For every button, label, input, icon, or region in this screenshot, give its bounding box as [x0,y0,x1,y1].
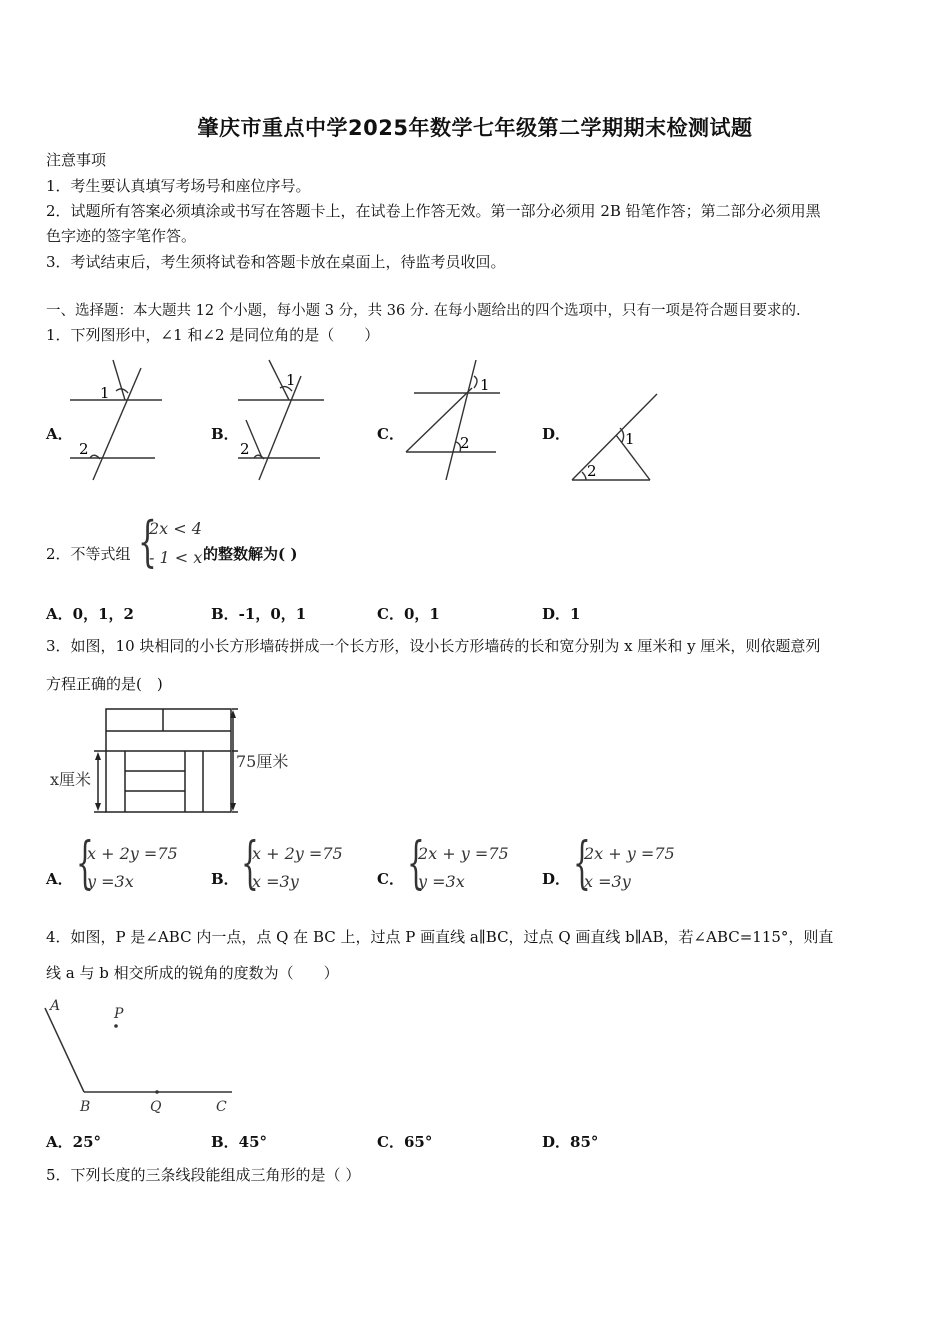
q1-option-c-label: C． [377,425,404,443]
q2-option-b: B．-1，0，1 [211,605,307,623]
angle-label-1: 1 [625,430,635,448]
brace: { [407,831,425,896]
x-length-label: x厘米 [50,770,92,789]
notice-item: 色字迹的签字笔作答。 [46,227,197,245]
notice-item: 3．考试结束后，考生须将试卷和答题卡放在桌面上，待监考员收回。 [46,253,506,271]
question-4-stem-line2: 线 a 与 b 相交所成的锐角的度数为（ ） [46,964,339,982]
q3-option-b-label: B． [211,870,239,888]
inequality-1: 2x < 4 [149,519,202,538]
q1-option-d-label: D． [542,425,571,443]
total-height-label: 75厘米 [236,752,289,771]
q1-option-a-label: A． [46,425,73,443]
section-heading: 一、选择题：本大题共 12 个小题，每小题 3 分，共 36 分. 在每小题给出的四个选项中，只有一项是符合题目要求的. [46,303,801,319]
point-q [155,1090,159,1094]
q3-b-eq1: x + 2y =75 [252,844,343,863]
q4-option-c: C．65° [377,1133,433,1151]
brace: { [138,510,157,573]
angle-label-1: 1 [286,371,296,389]
angle-label-2: 2 [240,440,250,458]
notice-item: 1．考生要认真填写考场号和座位序号。 [46,177,311,195]
q4-option-d: D．85° [542,1133,599,1151]
q3-c-eq1: 2x + y =75 [418,844,509,863]
page-title: 肇庆市重点中学2025年数学七年级第二学期期末检测试题 [197,116,753,140]
point-p [114,1024,118,1028]
q3-brick-figure [46,705,296,820]
q3-option-d-label: D． [542,870,571,888]
question-1-stem: 1．下列图形中，∠1 和∠2 是同位角的是（ ） [46,326,380,344]
angle-label-2: 2 [79,440,89,458]
q3-a-eq1: x + 2y =75 [87,844,178,863]
label-c: C [216,1099,227,1115]
q3-a-eq2: y =3x [87,872,134,891]
q3-c-eq2: y =3x [418,872,465,891]
q1-figure-b [236,358,331,483]
brace: { [241,831,259,896]
q4-option-b: B．45° [211,1133,268,1151]
question-2-prefix: 2．不等式组 [46,545,131,563]
q3-option-a-label: A． [46,870,73,888]
brace: { [76,831,94,896]
angle-label-1: 1 [100,384,110,402]
question-3-stem-line1: 3．如图，10 块相同的小长方形墙砖拼成一个长方形，设小长方形墙砖的长和宽分别为 x 厘米和 y 厘米，则依题意列 [46,637,821,655]
q3-d-eq1: 2x + y =75 [584,844,675,863]
inequality-2: - 1 < x [149,548,203,567]
question-3-stem-line2: 方程正确的是( ) [46,675,163,693]
notice-heading: 注意事项 [46,151,107,169]
label-q: Q [150,1099,162,1115]
q1-figure-d [570,392,665,487]
question-2-suffix: 的整数解为( ) [203,545,298,563]
label-b: B [80,1099,91,1115]
q2-option-c: C．0，1 [377,605,440,623]
q3-d-eq2: x =3y [584,872,631,891]
q3-option-c-label: C． [377,870,404,888]
label-p: P [114,1006,124,1022]
q1-figure-a [70,358,165,483]
q3-b-eq2: x =3y [252,872,299,891]
angle-label-2: 2 [587,462,597,480]
question-4-stem-line1: 4．如图，P 是∠ABC 内一点，点 Q 在 BC 上，过点 P 画直线 a∥BC，过点 Q 画直线 b∥AB，若∠ABC=115°，则直 [46,928,834,946]
q2-option-d: D．1 [542,605,581,623]
label-a: A [50,998,61,1014]
brace: { [573,831,591,896]
angle-label-1: 1 [480,376,490,394]
q1-figure-c [404,360,504,485]
q4-option-a: A．25° [46,1133,102,1151]
question-5-stem: 5．下列长度的三条线段能组成三角形的是（ ） [46,1166,361,1184]
q4-angle-figure [40,996,240,1121]
q2-option-a: A．0，1，2 [46,605,134,623]
q1-option-b-label: B． [211,425,239,443]
notice-item: 2．试题所有答案必须填涂或书写在答题卡上，在试卷上作答无效。第一部分必须用 2B 铅笔作答；第二部分必须用黑 [46,202,821,220]
angle-label-2: 2 [460,434,470,452]
